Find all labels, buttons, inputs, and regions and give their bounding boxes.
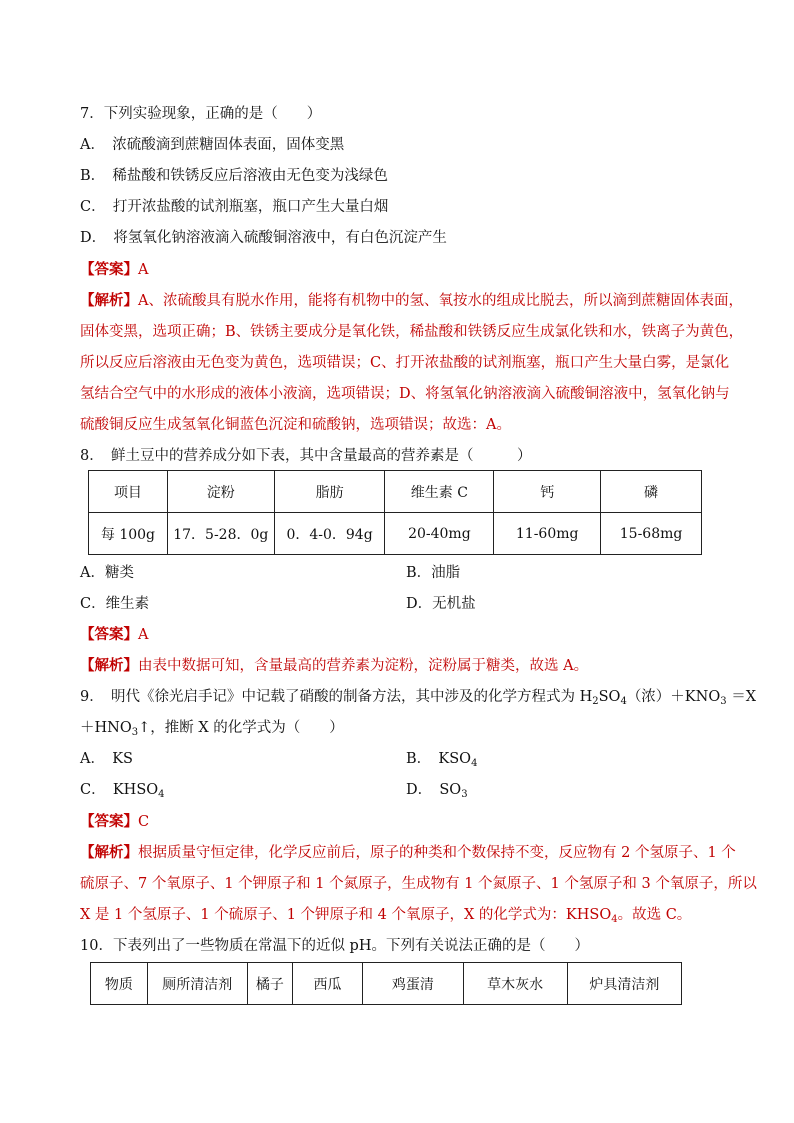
table-header-cell: 炉具清洁剂	[567, 963, 681, 1005]
table-cell: 11-60mg	[494, 513, 601, 555]
q8-nutrition-table	[88, 470, 702, 555]
q8-option-c: C．维生素	[80, 596, 150, 612]
q9-stem-line1: 9． 明代《徐光启手记》中记载了硝酸的制备方法，其中涉及的化学方程式为 $H_2SO_4$（浓）$+KNO_3 =X$	[80, 689, 757, 707]
q7-analysis-line: 硫酸铜反应生成氢氧化铜蓝色沉淀和硫酸钠，选项错误；故选：A。	[80, 417, 511, 433]
q9-answer: 【答案】C	[80, 813, 150, 830]
q8-analysis: 【解析】由表中数据可知，含量最高的营养素为淀粉，淀粉属于糖类，故选 A。	[80, 657, 589, 674]
q9-stem-line2: $+HNO_3↑$，推断 X 的化学式为（ ）	[80, 720, 344, 738]
table-cell: 15-68mg	[601, 513, 702, 555]
q9-option-a: A． KS	[80, 751, 133, 767]
q9-analysis-line: 硫原子、7 个氧原子、1 个钾原子和 1 个氮原子，生成物有 1 个氮原子、1 个氢原子和 3 个氧原子，所以	[80, 876, 757, 892]
table-header-cell: 草木灰水	[463, 963, 567, 1005]
q9-analysis-line: X 是 1 个氢原子、1 个硫原子、1 个钾原子和 4 个氧原子，X 的化学式为：$KHSO_4$。故选 C。	[80, 907, 692, 925]
q9-analysis-line: 【解析】根据质量守恒定律，化学反应前后，原子的种类和个数保持不变，反应物有 2 个氢原子、1 个	[80, 844, 736, 861]
table-header-cell: 厕所清洁剂	[147, 963, 247, 1005]
table-header-cell: 磷	[601, 471, 702, 513]
q7-analysis-line: 氢结合空气中的水形成的液体小液滴，选项错误；D、将氢氧化钠溶液滴入硫酸铜溶液中，氢氧化钠与	[80, 386, 730, 402]
q8-option-d: D．无机盐	[406, 596, 476, 612]
q7-option-d: D． 将氢氧化钠溶液滴入硫酸铜溶液中，有白色沉淀产生	[80, 230, 447, 246]
table-header-cell: 西瓜	[292, 963, 363, 1005]
q8-answer: 【答案】A	[80, 626, 149, 643]
table-cell: 17．5-28．0g	[167, 513, 274, 555]
q7-option-b: B． 稀盐酸和铁锈反应后溶液由无色变为浅绿色	[80, 168, 388, 184]
table-cell: 每 100g	[89, 513, 168, 555]
q9-option-d: D． $SO_3$	[406, 782, 468, 800]
q8-option-b: B．油脂	[406, 565, 461, 581]
q10-ph-table	[90, 962, 682, 1005]
q7-option-a: A． 浓硫酸滴到蔗糖固体表面，固体变黑	[80, 137, 345, 153]
q7-stem: 7．下列实验现象，正确的是（ ）	[80, 106, 322, 122]
q9-option-c: C． $KHSO_4$	[80, 782, 165, 800]
table-header-cell: 维生素 C	[385, 471, 494, 513]
table-header-cell: 橘子	[247, 963, 292, 1005]
q7-answer: 【答案】A	[80, 261, 149, 278]
table-header-cell: 项目	[89, 471, 168, 513]
table-header-cell: 脂肪	[274, 471, 385, 513]
table-header-cell: 鸡蛋清	[363, 963, 463, 1005]
table-header-cell: 钙	[494, 471, 601, 513]
table-header-cell: 淀粉	[167, 471, 274, 513]
q7-analysis-line: 固体变黑，选项正确；B、铁锈主要成分是氧化铁，稀盐酸和铁锈反应生成氯化铁和水，铁离子为黄色，	[80, 324, 744, 340]
q9-option-b: B． $KSO_4$	[406, 751, 478, 769]
q7-analysis-line: 【解析】A、浓硫酸具有脱水作用，能将有机物中的氢、氧按水的组成比脱去，所以滴到蔗糖固体表面，	[80, 292, 743, 309]
q8-stem: 8． 鲜土豆中的营养成分如下表，其中含量最高的营养素是（ ）	[80, 448, 532, 464]
table-cell: 0．4-0．94g	[274, 513, 385, 555]
table-header-cell: 物质	[91, 963, 148, 1005]
q7-option-c: C． 打开浓盐酸的试剂瓶塞，瓶口产生大量白烟	[80, 199, 389, 215]
table-cell: 20-40mg	[385, 513, 494, 555]
q7-analysis-line: 所以反应后溶液由无色变为黄色，选项错误；C、打开浓盐酸的试剂瓶塞，瓶口产生大量白雾，是氯化	[80, 355, 730, 371]
q8-option-a: A．糖类	[80, 565, 134, 581]
q10-stem: 10．下表列出了一些物质在常温下的近似 pH。下列有关说法正确的是（ ）	[80, 938, 589, 954]
